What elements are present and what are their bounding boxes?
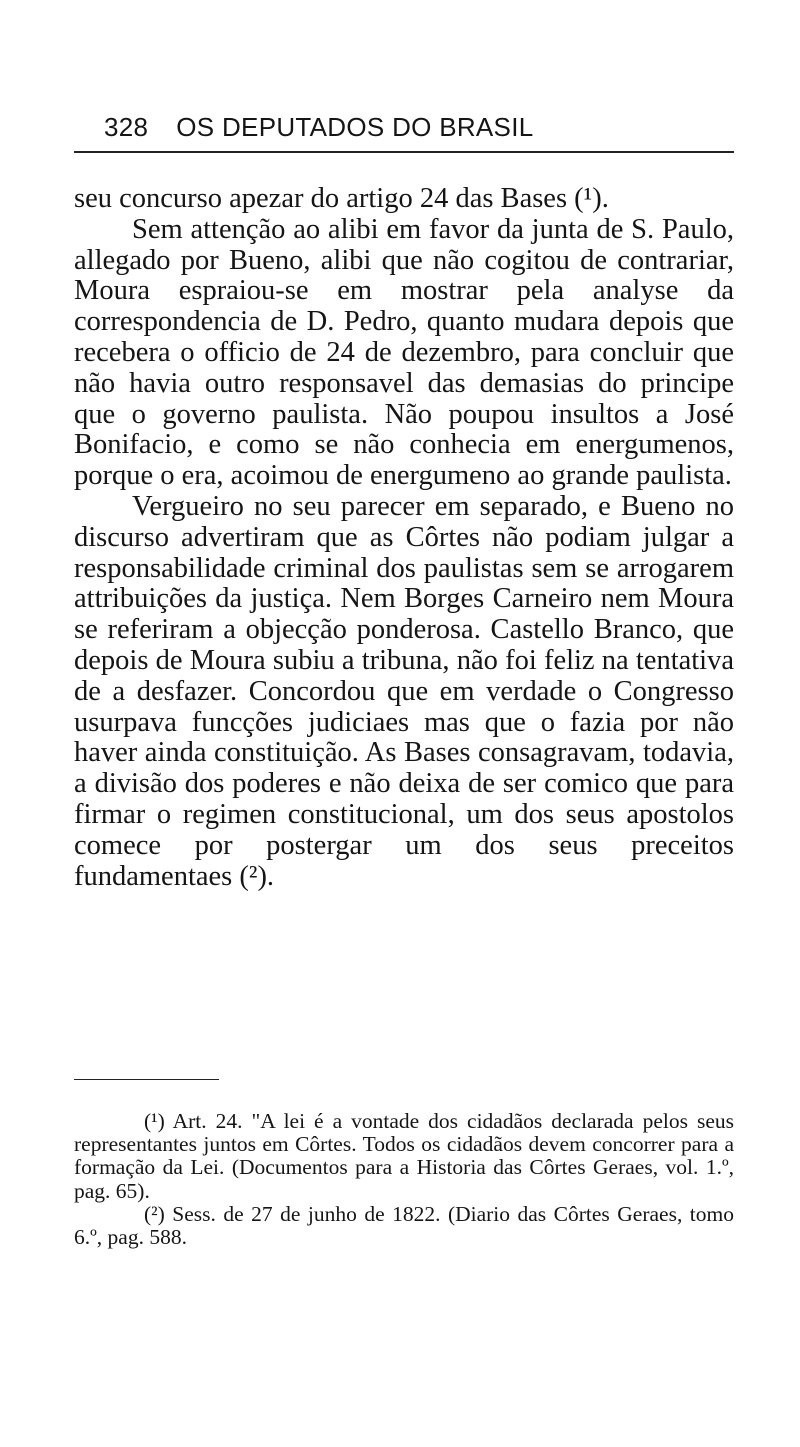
paragraph-2: Sem attenção ao alibi em favor da junta de S. Paulo, allegado por Bueno, alibi que não cogitou de contrariar, Moura espraiou-se em mostrar pela analyse da correspondencia de D. Pedro, quanto mudara depois que recebera o officio de 24 de dezembro, para concluir que não havia outro responsavel das demasias do principe que o governo paulista. Não poupou insultos a José Bonifacio, e como se não conhecia em energumenos, porque o era, acoimou de energumeno ao grande paulista. xyxy=(74,213,734,492)
footnotes xyxy=(74,1110,734,1249)
header-rule xyxy=(74,151,734,153)
footnote-2 xyxy=(74,1203,734,1249)
footnote-1-text: Art. 24. "A lei é a vontade dos cidadãos declarada pelos seus representantes juntos em Côrtes. Todos os cidadãos devem concorrer para a formação da Lei. (Documentos para a Historia das Côrtes Geraes, vol. 1.º, pag. 65). xyxy=(74,1109,734,1203)
footnote-ref-2: (²). xyxy=(239,860,275,892)
body-text xyxy=(74,184,734,892)
paragraph-1 xyxy=(74,184,734,215)
footnote-rule xyxy=(74,1079,219,1080)
book-page xyxy=(74,0,734,1447)
running-header xyxy=(104,112,533,143)
footnote-1 xyxy=(74,1110,734,1203)
footnote-1-marker: (¹) xyxy=(144,1109,165,1133)
footnote-2-text: Sess. de 27 de junho de 1822. (Diario das Côrtes Geraes, tomo 6.º, pag. 588. xyxy=(74,1201,734,1250)
running-title: OS DEPUTADOS DO BRASIL xyxy=(176,112,534,142)
page-number: 328 xyxy=(104,112,149,142)
paragraph-1-text: seu concurso apezar do artigo 24 das Bases xyxy=(74,183,575,214)
paragraph-3 xyxy=(74,492,734,892)
footnote-ref-1: (¹). xyxy=(574,183,609,214)
footnote-2-marker: (²) xyxy=(144,1201,165,1226)
paragraph-3-text: Vergueiro no seu parecer em separado, e Bueno no discurso advertiram que as Côrtes não podiam julgar a responsabilidade criminal dos paulistas sem se arrogarem attribuições da justiça. Nem Borges Carneiro nem Moura se referiram a objecção ponderosa. Castello Branco, que depois de Moura subiu a tribuna, não foi feliz na tentativa de a desfazer. Concordou que em verdade o Congresso usurpava funcções judiciaes mas que o fazia por não haver ainda constituição. As Bases consagravam, todavia, a divisão dos poderes e não deixa de ser comico que para firmar o regimen constitucional, um dos seus apostolos comece por postergar um dos seus preceitos fundamentaes xyxy=(74,490,734,892)
